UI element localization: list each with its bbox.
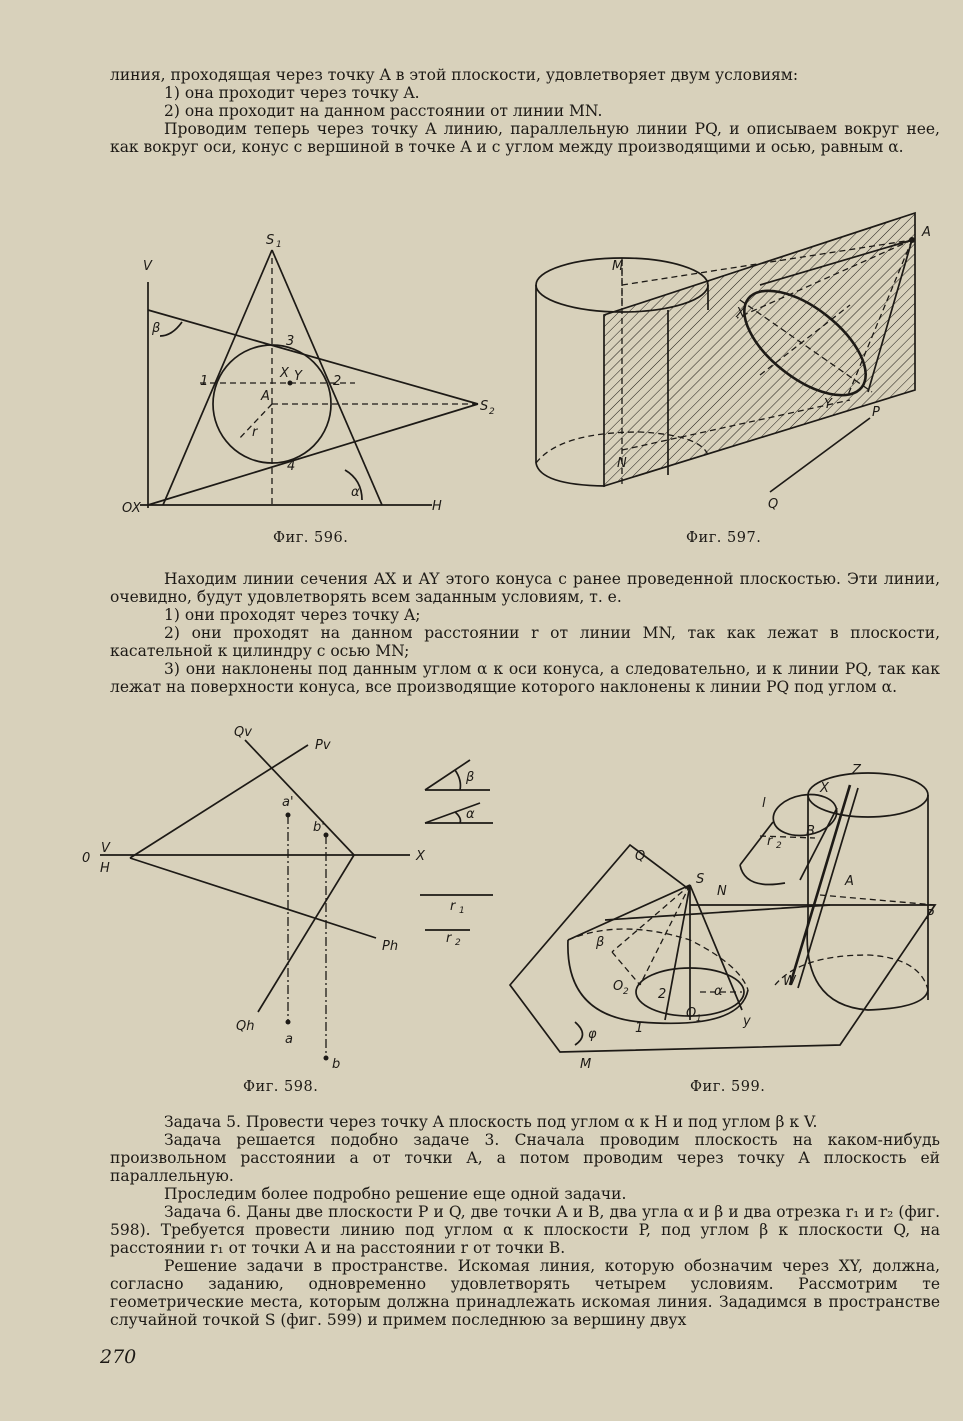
label-q: Q [768, 497, 779, 512]
label-y: y [743, 1014, 751, 1029]
label-ox: OX [122, 501, 141, 516]
list-item: 2) она проходит на данном расстоянии от линии MN. [164, 102, 603, 120]
label-r1: r [450, 899, 456, 914]
label-beta: β [466, 770, 475, 785]
label-a: A [922, 225, 931, 240]
label-v: V [101, 841, 110, 856]
label-b-small: b [332, 1057, 341, 1072]
label-y: Y [294, 369, 302, 384]
list-item: 1) она проходит через точку A. [164, 84, 420, 102]
label-p: P [926, 908, 934, 923]
label-n: N [717, 884, 727, 899]
label-p: P [872, 405, 880, 420]
label-r: r [252, 425, 258, 440]
label-y: Y [824, 397, 832, 412]
label-s1: S [266, 233, 275, 248]
label-z: Z [852, 763, 861, 778]
label-x: X [736, 306, 745, 321]
label-m: M [612, 259, 624, 274]
label-x: X [416, 849, 425, 864]
label-o1-sub: 1 [696, 1014, 702, 1024]
label-o2: O [613, 979, 624, 994]
paragraph: линия, проходящая через точку A в этой плоскости, удовлетворяет двум условиям: [110, 66, 799, 84]
label-r2-sub: 2 [776, 841, 782, 851]
label-h: H [100, 861, 110, 876]
label-3: 3 [286, 334, 295, 349]
list-item: 1) они проходят через точку A; [164, 606, 421, 624]
label-beta: β [152, 321, 161, 336]
label-o2-sub: 2 [623, 987, 629, 997]
label-alpha: α [714, 984, 723, 999]
label-r2: r [446, 931, 452, 946]
caption-fig599: Фиг. 599. [690, 1079, 766, 1095]
paragraph: Задача решается подобно задаче 3. Сначала проводим плоскость на каком-нибудь произвольном расстоянии a от точки A, а потом проводим через точку A плоскость ей параллельную. [110, 1131, 940, 1185]
paragraph: Задача 5. Провести через точку A плоскость под углом α к H и под углом β к V. [164, 1113, 818, 1131]
label-o1: O [686, 1006, 697, 1021]
label-a: A [845, 874, 854, 889]
label-w: W [783, 974, 796, 989]
label-2: 2 [333, 374, 342, 389]
label-m: M [580, 1057, 592, 1072]
label-q: Q [635, 849, 646, 864]
label-r2: r [767, 834, 773, 849]
label-qh: Qh [236, 1019, 255, 1034]
label-x: X [280, 366, 289, 381]
label-ph: Ph [382, 939, 399, 954]
paragraph: Проследим более подробно решение еще одной задачи. [164, 1185, 627, 1203]
bottom-text-block [110, 1113, 940, 1329]
label-b: B [806, 824, 815, 839]
label-1: 1 [635, 1021, 644, 1036]
label-beta: β [596, 935, 605, 950]
paragraph: Задача 6. Даны две плоскости P и Q, две точки A и B, два угла α и β и два отрезка r₁ и r₂ (фиг. 598). Требуется провести линию под углом α к плоскости P, под углом β к плоскости Q, на расстоянии r₁ от точки A и на расстоянии r от точки B. [110, 1203, 940, 1257]
label-x: X [820, 781, 829, 796]
label-a-small: a [285, 1032, 293, 1047]
label-2: 2 [658, 987, 667, 1002]
label-a: A [261, 389, 270, 404]
caption-fig597: Фиг. 597. [686, 530, 762, 546]
label-a-prime: a' [282, 795, 294, 810]
label-s: S [696, 872, 705, 887]
label-h: H [432, 499, 442, 514]
label-l: l [762, 796, 766, 811]
label-4: 4 [287, 459, 296, 474]
page-number: 270 [100, 1346, 137, 1368]
label-alpha: α [351, 485, 360, 500]
label-phi: φ [588, 1027, 597, 1042]
label-s2-sub: 2 [489, 407, 495, 417]
paragraph: Проводим теперь через точку A линию, параллельную линии PQ, и описываем вокруг нее, как вокруг оси, конус с вершиной в точке A и с углом между производящими и осью, равным α. [110, 120, 940, 156]
label-n: N [617, 456, 627, 471]
label-qv: Qv [234, 725, 252, 740]
label-1: 1 [200, 374, 209, 389]
label-r1-sub: 1 [459, 906, 465, 916]
caption-fig596: Фиг. 596. [273, 530, 349, 546]
label-r2-sub: 2 [455, 938, 461, 948]
list-item: 2) они проходят на данном расстоянии r от линии MN, так как лежат в плоскости, касательной к цилиндру с осью MN; [110, 624, 940, 660]
label-alpha: α [466, 807, 475, 822]
paragraph: Решение задачи в пространстве. Искомая линия, которую обозначим через XY, должна, согласно заданию, одновременно удовлетворять четырем условиям. Рассмотрим те геометрические места, которым должна принадлежать искомая линия. Зададимся в пространстве случайной точкой S (фиг. 599) и примем последнюю за вершину двух [110, 1257, 940, 1329]
label-s1-sub: 1 [276, 240, 282, 250]
label-s2: S [480, 399, 489, 414]
label-pv: Pv [315, 738, 331, 753]
list-item: 3) они наклонены под данным углом α к оси конуса, а следовательно, и к линии PQ, так как лежат на поверхности конуса, все производящие которого наклонены к линии PQ под углом α. [110, 660, 940, 696]
label-v: V [143, 259, 152, 274]
label-o: 0 [82, 851, 91, 866]
label-b-prime: b' [313, 820, 325, 835]
caption-fig598: Фиг. 598. [243, 1079, 319, 1095]
paragraph: Находим линии сечения AX и AY этого конуса с ранее проведенной плоскостью. Эти линии, очевидно, будут удовлетворять всем заданным условиям, т. е. [110, 570, 940, 606]
